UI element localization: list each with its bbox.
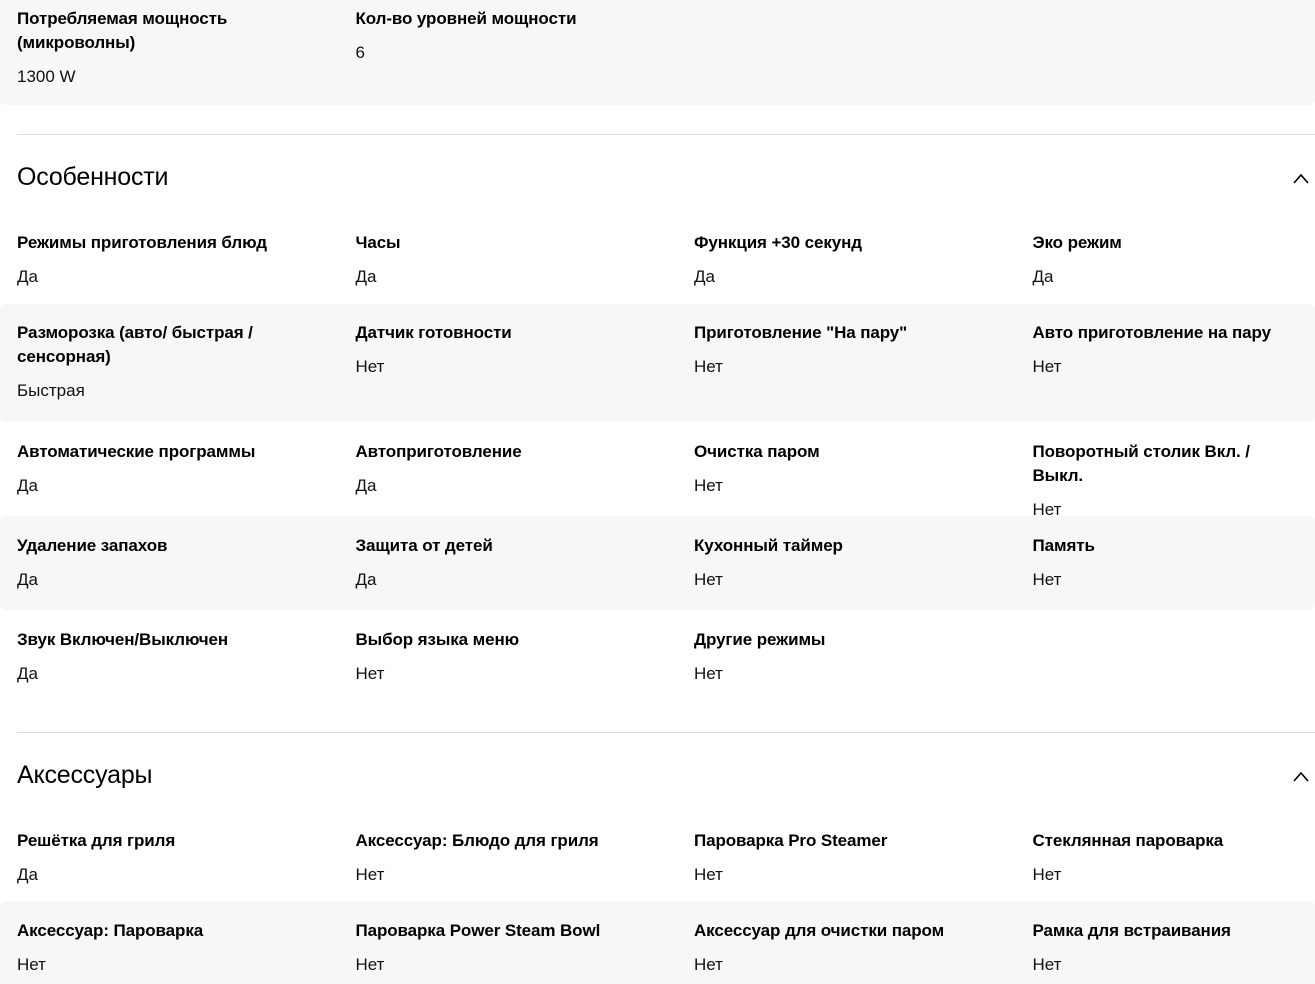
spec-item [694,628,1033,732]
spec-value: Нет [17,955,46,974]
spec-item [694,440,1033,522]
spec-value: Нет [694,865,723,884]
spec-label: Защита от детей [355,536,493,555]
spec-value: Нет [355,955,385,974]
spec-item [17,628,356,732]
spec-label: Часы [355,233,401,252]
spec-value: Нет [694,357,723,376]
section-header-accessories[interactable] [0,733,1315,819]
spec-item [356,829,695,901]
spec-item [17,919,356,984]
spec-item [356,919,695,984]
spec-label: Разморозка (авто/ быстрая / сенсорная) [17,323,253,366]
spec-value: Нет [355,357,385,376]
spec-item [17,829,356,901]
section-title: Особенности [17,163,169,191]
spec-item [17,534,356,610]
spec-value: Нет [694,570,723,589]
spec-value: Нет [694,476,723,495]
spec-item [356,231,695,304]
spec-value: Да [355,267,377,286]
spec-item [356,321,695,422]
spec-row [0,0,1315,105]
spec-value: Нет [1032,955,1062,974]
spec-label: Звук Включен/Выключен [17,630,229,649]
spec-label: Кол-во уровней мощности [355,9,577,28]
spec-label: Автоприготовление [355,442,522,461]
spec-label: Датчик готовности [355,323,512,342]
spec-label: Автоматические программы [17,442,256,461]
spec-row [0,819,1315,901]
spec-item [17,321,356,422]
section-title: Аксессуары [17,761,153,789]
spec-label: Режимы приготовления блюд [17,233,267,252]
spec-item [356,7,695,105]
spec-value: Да [355,476,377,495]
spec-row [0,221,1315,304]
spec-item [1033,231,1315,304]
spec-label: Поворотный столик Вкл. /Выкл. [1032,442,1250,485]
spec-value: Да [17,664,38,683]
spec-value: Да [17,865,38,884]
spec-row [0,304,1315,422]
section-header-features[interactable] [0,135,1315,221]
spec-label: Память [1032,536,1095,555]
spec-label: Аксессуар: Блюдо для гриля [355,831,599,850]
spec-row [0,901,1315,984]
spec-item [1033,829,1315,901]
spec-label: Пароварка Power Steam Bowl [355,921,601,940]
spec-value: Да [355,570,377,589]
spec-value: 6 [355,43,365,62]
spec-value: Да [17,570,38,589]
spec-label: Аксессуар для очистки паром [694,921,945,940]
spec-value: Да [17,267,38,286]
spec-item [356,534,695,610]
spec-value: Нет [1032,357,1062,376]
spec-item [1033,321,1315,422]
spec-item [694,919,1033,984]
spec-value: Да [17,476,38,495]
spec-item [356,440,695,522]
spec-value: Быстрая [17,381,85,400]
spec-value: 1300 W [17,67,76,86]
spec-label: Потребляемая мощность (микроволны) [17,9,228,52]
spec-value: Нет [1032,865,1062,884]
spec-item [694,231,1033,304]
spec-row [0,610,1315,732]
spec-label: Аксессуар: Пароварка [17,921,204,940]
spec-value: Нет [694,664,723,683]
spec-label: Пароварка Pro Steamer [694,831,888,850]
spec-item [17,440,356,522]
spec-label: Другие режимы [694,630,826,649]
spec-value: Да [1032,267,1054,286]
spec-item [694,829,1033,901]
spec-item [1033,534,1315,610]
spec-label: Выбор языка меню [355,630,520,649]
spec-value: Нет [355,664,385,683]
spec-item [356,628,695,732]
spec-value: Нет [1032,500,1062,519]
spec-label: Решётка для гриля [17,831,176,850]
spec-item [694,534,1033,610]
chevron-up-icon[interactable] [1293,769,1309,785]
spec-row [0,422,1315,519]
spec-label: Приготовление "На пару" [694,323,908,342]
spec-label: Функция +30 секунд [694,233,862,252]
spec-label: Очистка паром [694,442,820,461]
spec-item [17,7,356,105]
spec-item [694,321,1033,422]
spec-value: Нет [694,955,723,974]
spec-item [17,231,356,304]
spec-item [1033,919,1315,984]
spec-label: Стеклянная пароварка [1032,831,1224,850]
spec-value: Нет [355,865,385,884]
spec-value: Да [694,267,715,286]
spec-value: Нет [1032,570,1062,589]
spec-item [1033,440,1315,522]
chevron-up-icon[interactable] [1293,171,1309,187]
spec-label: Кухонный таймер [694,536,843,555]
spec-label: Удаление запахов [17,536,168,555]
spec-label: Эко режим [1032,233,1122,252]
spec-row [0,516,1315,610]
spec-label: Авто приготовление на пару [1032,323,1271,342]
spec-label: Рамка для встраивания [1032,921,1231,940]
